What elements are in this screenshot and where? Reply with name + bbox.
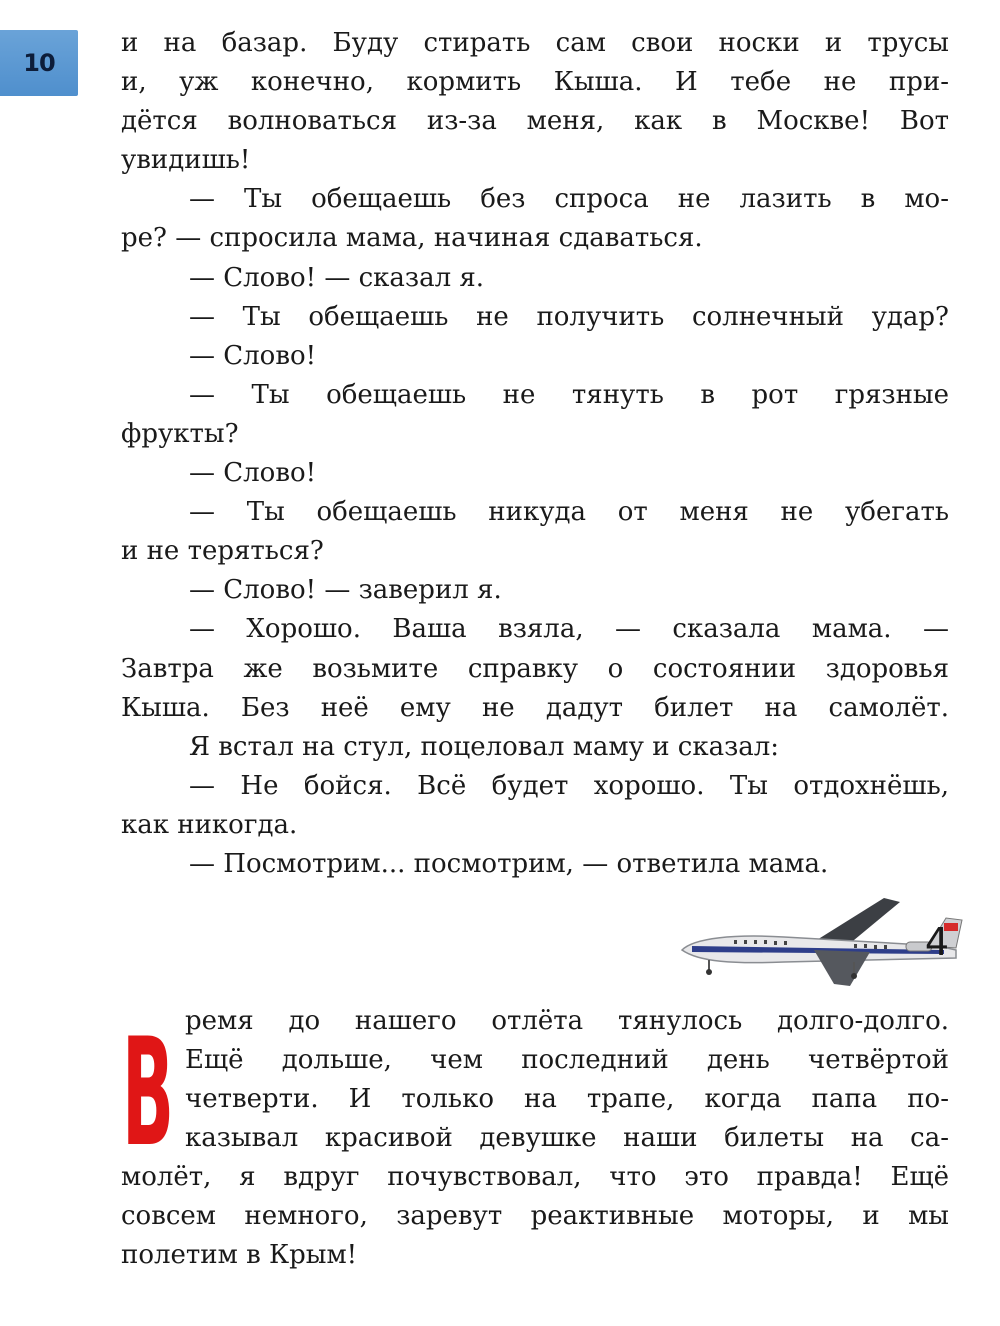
text-line: — Не бойся. Всё будет хорошо. Ты отдохнёшь, <box>189 770 949 801</box>
airplane-illustration <box>674 890 1000 990</box>
text-line: — Ты обещаешь не тянуть в рот грязные <box>189 379 949 410</box>
text-line: — Ты обещаешь никуда от меня не убегать <box>189 497 949 528</box>
text-line: и не теряться? <box>121 536 324 567</box>
page-number: 10 <box>23 49 55 77</box>
text-line: ремя до нашего отлёта тянулось долго-долго. <box>185 1006 949 1036</box>
text-line: четверти. И только на трапе, когда папа по- <box>185 1084 949 1115</box>
text-line: — Слово! — сказал я. <box>189 262 485 293</box>
chapter-heading <box>121 890 949 990</box>
chapter-text <box>185 1002 949 1158</box>
text-line: Кыша. Без неё ему не дадут билет на самолёт. <box>121 692 949 723</box>
drop-cap-letter: В <box>122 1007 174 1180</box>
text-line: Завтра же возьмите справку о состоянии здоровья <box>121 653 949 684</box>
text-line: полетим в Крым! <box>121 1240 358 1271</box>
text-line: — Хорошо. Ваша взяла, — сказала мама. — <box>189 614 949 645</box>
text-line: дётся волноваться из-за меня, как в Москве! Вот <box>121 106 949 137</box>
text-line: — Слово! — заверил я. <box>189 575 502 606</box>
text-line: — Посмотрим... посмотрим, — ответила мама. <box>189 848 829 879</box>
text-line: и, уж конечно, кормить Кыша. И тебе не при- <box>121 67 949 98</box>
text-line: — Ты обещаешь без спроса не лазить в мо- <box>189 184 949 215</box>
text-line: как никогда. <box>121 809 298 840</box>
text-line: молёт, я вдруг почувствовал, что это правда! Ещё <box>121 1162 949 1192</box>
text-line: казывал красивой девушке наши билеты на са- <box>185 1123 949 1154</box>
page-number-badge <box>0 30 78 96</box>
text-line: — Ты обещаешь не получить солнечный удар? <box>189 301 949 332</box>
text-line: ре? — спросила мама, начиная сдаваться. <box>121 223 703 254</box>
text-line: и на базар. Буду стирать сам свои носки и трусы <box>121 28 949 58</box>
text-line: фрукты? <box>121 418 239 449</box>
text-line: Ещё дольше, чем последний день четвёртой <box>185 1045 949 1076</box>
text-line: — Слово! <box>189 340 317 371</box>
text-line: увидишь! <box>121 145 251 176</box>
text-line: совсем немного, заревут реактивные моторы, и мы <box>121 1201 949 1232</box>
text-line: Я встал на стул, поцеловал маму и сказал: <box>189 731 780 762</box>
text-line: — Слово! <box>189 458 317 489</box>
chapter-number: 4 <box>924 920 949 964</box>
main-text <box>121 24 949 884</box>
chapter-text-continued <box>121 1158 949 1275</box>
